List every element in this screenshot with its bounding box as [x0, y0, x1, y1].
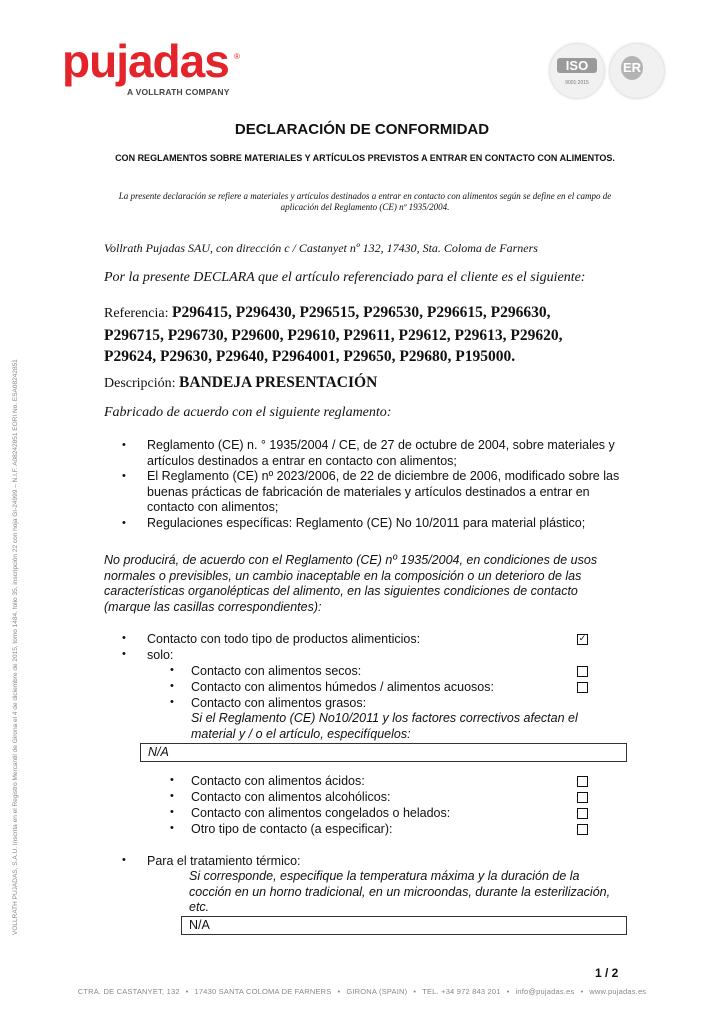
regulation-text: Regulaciones específicas: Reglamento (CE) No 10/2011 para material plástico;	[147, 515, 586, 530]
contact-frozen-label: Contacto con alimentos congelados o helados:	[191, 806, 451, 820]
bullet: •	[122, 854, 126, 866]
contact-alcoholic-label: Contacto con alimentos alcohólicos:	[191, 790, 391, 804]
bullet: •	[170, 664, 174, 676]
contact-all-label: Contacto con todo tipo de productos alimenticios:	[147, 632, 421, 646]
conformity-statement: No producirá, de acuerdo con el Reglamento (CE) nº 1935/2004, en condiciones de usos normales o previsibles, un cambio inaceptable en la composición o un deterioro de las características organolépticas del alimento, en las siguientes condiciones de contacto (marque las casillas correspondientes):	[104, 553, 598, 614]
bullet: •	[170, 774, 174, 786]
document-subtitle: CON REGLAMENTOS SOBRE MATERIALES Y ARTÍCULOS PREVISTOS A ENTRAR EN CONTACTO CON ALIMENTOS.	[115, 153, 615, 163]
list-item	[104, 438, 624, 469]
footer-city: 17430 SANTA COLOMA DE FARNERS	[194, 987, 332, 996]
bullet: •	[170, 806, 174, 818]
fatty-note: Si el Reglamento (CE) No10/2011 y los factores correctivos afectan el material y / o el artículo, especifíquelos:	[191, 711, 578, 741]
bullet: •	[170, 822, 174, 834]
list-item	[104, 469, 624, 516]
footer-separator: •	[580, 987, 584, 996]
reference-line: P29624, P29630, P29640, P2964001, P29650, P29680, P195000.	[104, 348, 516, 365]
contact-all-checkbox[interactable]: ✓	[578, 634, 587, 644]
iso-badge-text: ISO	[557, 58, 597, 73]
bullet: •	[122, 648, 126, 660]
footer-separator: •	[337, 987, 341, 996]
regulation-text: El Reglamento (CE) nº 2023/2006, de 22 de diciembre de 2006, modificado sobre las buenas prácticas de fabricación de materiales y artículos destinados a entrar en contacto con alimentos;	[147, 469, 620, 514]
registered-mark: ®	[234, 52, 240, 61]
contact-dry-checkbox[interactable]	[577, 666, 588, 677]
reference-block	[104, 302, 624, 368]
fatty-specification-value: N/A	[148, 745, 169, 759]
document-title: DECLARACIÓN DE CONFORMIDAD	[234, 121, 490, 138]
bullet: •	[170, 696, 174, 708]
only-label: solo:	[147, 648, 174, 662]
regulation-list	[104, 438, 624, 531]
description-block	[104, 374, 377, 392]
footer-web-link[interactable]: www.pujadas.es	[589, 987, 647, 996]
er-badge-text: ER	[621, 56, 643, 80]
footer-separator: •	[506, 987, 510, 996]
fabricated-heading: Fabricado de acuerdo con el siguiente reglamento:	[104, 405, 392, 420]
footer	[0, 987, 724, 996]
bullet: •	[170, 790, 174, 802]
contact-moist-checkbox[interactable]	[577, 682, 588, 693]
contact-moist-label: Contacto con alimentos húmedos / alimentos acuosos:	[191, 680, 494, 694]
footer-region: GIRONA (SPAIN)	[346, 987, 408, 996]
thermal-specification-field[interactable]	[181, 916, 627, 935]
thermal-specification-value: N/A	[189, 918, 210, 932]
bullet: •	[122, 439, 126, 451]
description-value: BANDEJA PRESENTACIÓN	[179, 374, 378, 391]
bullet: •	[122, 632, 126, 644]
footer-separator: •	[185, 987, 189, 996]
reference-line: P296415, P296430, P296515, P296530, P296615, P296630,	[172, 304, 551, 321]
thermal-label: Para el tratamiento térmico:	[147, 854, 301, 868]
thermal-note: Si corresponde, especifique la temperatura máxima y la duración de la cocción en un horno tradicional, en un microondas, durante la esterilización, etc.	[189, 869, 611, 914]
contact-fatty-label: Contacto con alimentos grasos:	[191, 696, 367, 710]
contact-acid-label: Contacto con alimentos ácidos:	[191, 774, 365, 788]
company-address: Vollrath Pujadas SAU, con dirección c / Castanyet nº 132, 17430, Sta. Coloma de Farners	[104, 241, 538, 255]
list-item	[104, 516, 624, 532]
registry-side-text: VOLLRATH PUJADAS, S.A.U. Inscrita en el Registro Mercantil de Girona el 4 de diciembre de 2015, tomo 1484, folio 35, inscripción 22 con hoja GI-24999 – N.I.F. A08242851 EORI No. ESA08242851	[12, 359, 19, 935]
declaration-text: Por la presente DECLARA que el artículo referenciado para el cliente es el siguiente:	[104, 270, 586, 285]
contact-alcoholic-checkbox[interactable]	[577, 792, 588, 803]
contact-frozen-checkbox[interactable]	[577, 808, 588, 819]
reference-line: P296715, P296730, P29600, P29610, P29611, P29612, P29613, P29620,	[104, 326, 563, 344]
contact-acid-checkbox[interactable]	[577, 776, 588, 787]
fatty-specification-field[interactable]	[140, 743, 627, 762]
page-number: 1 / 2	[595, 966, 619, 980]
footer-address: CTRA. DE CASTANYET, 132	[77, 987, 180, 996]
document-intro: La presente declaración se refiere a materiales y artículos destinados a entrar en contacto con alimentos según se define en el campo de aplicación del Reglamento (CE) nº 1935/2004.	[118, 191, 612, 212]
regulation-text: Reglamento (CE) n. ° 1935/2004 / CE, de 27 de octubre de 2004, sobre materiales y artículos destinados a entrar en contacto con alimentos;	[147, 438, 615, 468]
footer-separator: •	[413, 987, 417, 996]
contact-other-label: Otro tipo de contacto (a especificar):	[191, 822, 393, 836]
bullet: •	[122, 470, 126, 482]
footer-phone: TEL. +34 972 843 201	[422, 987, 501, 996]
contact-dry-label: Contacto con alimentos secos:	[191, 664, 362, 678]
logo-subtitle: A VOLLRATH COMPANY	[127, 87, 230, 97]
footer-email-link[interactable]: info@pujadas.es	[515, 987, 575, 996]
bullet: •	[122, 516, 126, 529]
company-logo: pujadas	[62, 35, 229, 87]
description-label: Descripción:	[104, 376, 176, 391]
bullet: •	[170, 680, 174, 692]
contact-other-checkbox[interactable]	[577, 824, 588, 835]
reference-label: Referencia:	[104, 306, 169, 321]
iso-badge-subtext: 9001:2015	[565, 80, 589, 86]
